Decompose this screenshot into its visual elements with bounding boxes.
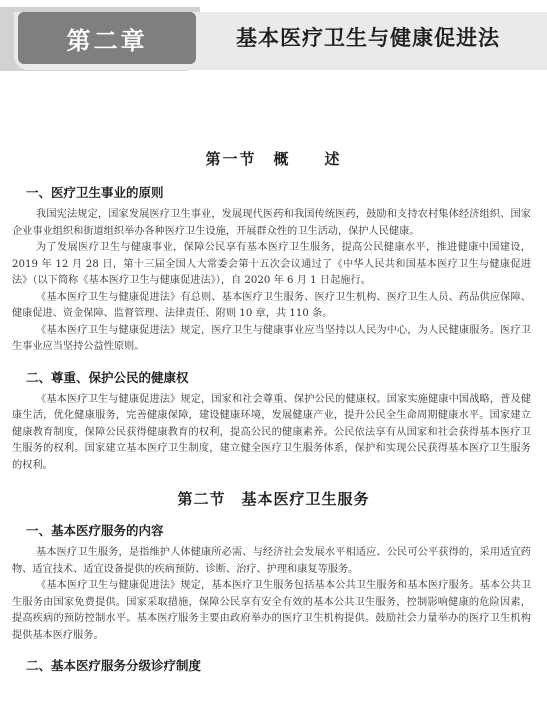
section-title: 第二节 基本医疗卫生服务 bbox=[177, 490, 370, 508]
chapter-header bbox=[0, 0, 547, 84]
paragraph: 《基本医疗卫生与健康促进法》有总则、基本医疗卫生服务、医疗卫生机构、医疗卫生人员、药品供应保障、健康促进、资金保障、监督管理、法律责任、附则 10 章，共 110 条。 bbox=[12, 291, 531, 319]
subsection-heading: 二、基本医疗服务分级诊疗制度 bbox=[26, 658, 202, 673]
paragraph: 《基本医疗卫生与健康促进法》规定，基本医疗卫生服务包括基本公共卫生服务和基本医疗服务。基本公共卫生服务由国家免费提供。国家采取措施，保障公民享有安全有效的基本公共卫生服务，控制影响健康的危险因素，提高疾病的预防控制水平。基本医疗服务主要由政府举办的医疗卫生机构提供。鼓励社会力量举办的医疗卫生机构提供基本医疗服务。 bbox=[12, 580, 531, 641]
section-title: 第一节 概 述 bbox=[205, 150, 342, 168]
paragraph: 《基本医疗卫生与健康促进法》规定，医疗卫生与健康事业应当坚持以人民为中心，为人民健康服务。医疗卫生事业应当坚持公益性原则。 bbox=[12, 324, 531, 352]
subsection-heading: 二、尊重、保护公民的健康权 bbox=[26, 369, 189, 385]
paragraph: 我国宪法规定，国家发展医疗卫生事业，发展现代医药和我国传统医药，鼓励和支持农村集体经济组织、国家企业事业组织和街道组织举办各种医疗卫生设施，开展群众性的卫生活动，保护人民健康。 bbox=[12, 209, 531, 237]
chapter-label: 第二章 bbox=[18, 12, 196, 64]
subsection-heading: 一、基本医疗服务的内容 bbox=[26, 523, 164, 538]
subsection-heading: 一、医疗卫生事业的原则 bbox=[26, 185, 164, 200]
page-content bbox=[0, 148, 547, 680]
chapter-title: 基本医疗卫生与健康促进法 bbox=[236, 26, 500, 50]
paragraph: 为了发展医疗卫生与健康事业，保障公民享有基本医疗卫生服务，提高公民健康水平，推进健康中国建设，2019 年 12 月 28 日，第十三届全国人大常委会第十五次会议通过了《中华人民共和国基本医疗卫生与健康促进法》（以下简称《基本医疗卫生与健康促进法》），自 2020 年 6 月 1 日起施行。 bbox=[12, 242, 531, 286]
paragraph: 《基本医疗卫生与健康促进法》规定，国家和社会尊重、保护公民的健康权。国家实施健康中国战略，普及健康生活，优化健康服务，完善健康保障，建设健康环境，发展健康产业，提升公民全生命周期健康水平。国家建立健康教育制度，保障公民获得健康教育的权利，提高公民的健康素养。公民依法享有从国家和社会获得基本医疗卫生服务的权利。国家建立基本医疗卫生制度，建立健全医疗卫生服务体系，保护和实现公民获得基本医疗卫生服务的权利。 bbox=[12, 393, 531, 471]
paragraph: 基本医疗卫生服务，是指维护人体健康所必需、与经济社会发展水平相适应、公民可公平获得的，采用适宜药物、适宜技术、适宜设备提供的疾病预防、诊断、治疗、护理和康复等服务。 bbox=[12, 547, 531, 575]
